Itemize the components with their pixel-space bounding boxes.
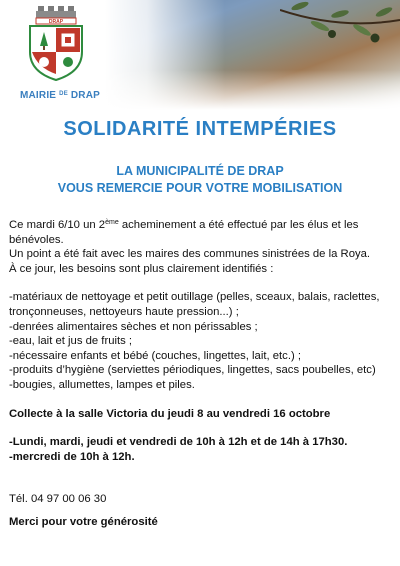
- collecte-location: Collecte à la salle Victoria du jeudi 8 au vendredi 16 octobre: [9, 407, 331, 420]
- needs-item: -denrées alimentaires sèches et non périssables ;: [9, 320, 258, 333]
- needs-item: -nécessaire enfants et bébé (couches, lingettes, lait, etc.) ;: [9, 349, 301, 362]
- mairie-de-drap-label: MAIRIE $^{DE}$ DRAP: [19, 90, 101, 101]
- subtitle-line-2: VOUS REMERCIE POUR VOTRE MOBILISATION: [57, 181, 343, 195]
- needs-item: -matériaux de nettoyage et petit outillage (pelles, sceaux, balais, raclettes, tronçonneuses, nettoyeurs haute pression...) ;: [9, 291, 380, 318]
- photo-fade-bottom: [105, 70, 400, 110]
- drap-crest-logo: [24, 6, 88, 82]
- hours-line: -mercredi de 10h à 12h.: [9, 450, 135, 463]
- needs-item: -produits d’hygiène (serviettes périodiques, lingettes, sacs poubelles, etc): [9, 364, 376, 377]
- needs-item: -bougies, allumettes, lampes et piles.: [9, 378, 195, 391]
- page-title: SOLIDARITÉ INTEMPÉRIES: [63, 118, 337, 140]
- olive-branch-icon: [280, 0, 400, 50]
- subtitle-line-1: LA MUNICIPALITÉ DE DRAP: [116, 164, 284, 178]
- intro-paragraph-2: Un point a été fait avec les maires des communes sinistrées de la Roya.: [9, 248, 371, 261]
- header: [0, 0, 400, 110]
- subtitle: [0, 163, 400, 197]
- thanks-message: Merci pour votre générosité: [9, 515, 158, 528]
- intro-paragraph-1: Ce mardi 6/10 un 2ème acheminement a été effectué par les élus et les bénévoles.: [9, 219, 359, 246]
- announcement-body: [9, 218, 393, 530]
- hours-line: -Lundi, mardi, jeudi et vendredi de 10h à 12h et de 14h à 17h30.: [9, 436, 348, 449]
- intro-paragraph-3: À ce jour, les besoins sont plus clairement identifiés :: [9, 262, 274, 275]
- svg-text:DRAP: DRAP: [48, 19, 64, 25]
- phone-number: Tél. 04 97 00 06 30: [9, 493, 107, 506]
- needs-item: -eau, lait et jus de fruits ;: [9, 335, 133, 348]
